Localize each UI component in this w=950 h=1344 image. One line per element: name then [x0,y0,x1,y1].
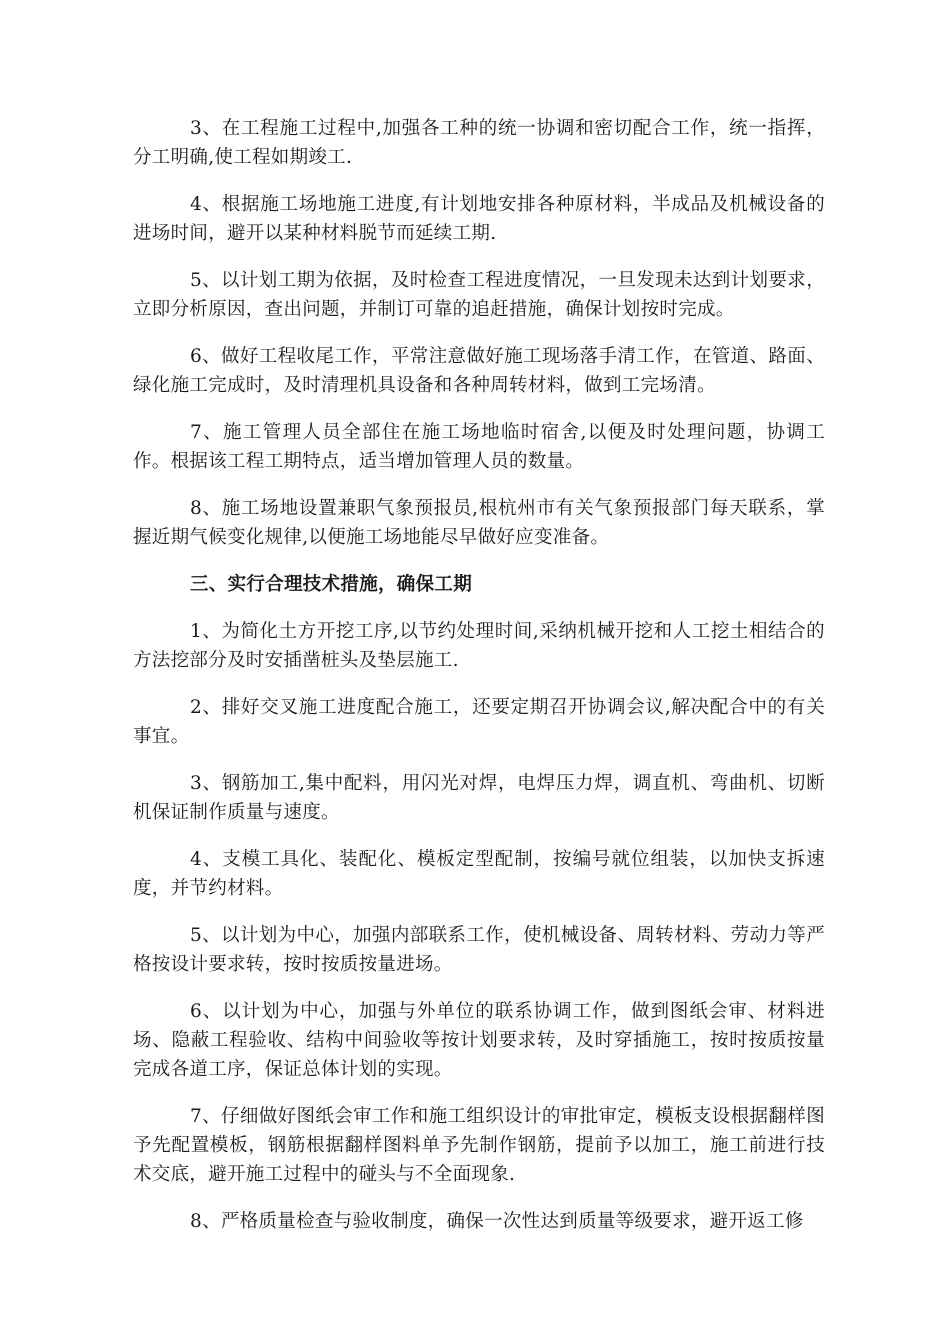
measure-item-5: 5、以计划为中心，加强内部联系工作，使机械设备、周转材料、劳动力等严格按设计要求转，按时按质按量进场。 [133,925,825,975]
measure-item-8: 8、严格质量检查与验收制度，确保一次性达到质量等级要求，避开返工修 [190,1211,804,1232]
paragraph-item-7: 7、施工管理人员全部住在施工场地临时宿舍,以便及时处理问题，协调工作。根据该工程工期特点，适当增加管理人员的数量。 [133,422,825,472]
paragraph-item-6: 6、做好工程收尾工作，平常注意做好施工现场落手清工作，在管道、路面、绿化施工完成时，及时清理机具设备和各种周转材料，做到工完场清。 [133,346,825,396]
section-heading: 三、实行合理技术措施，确保工期 [190,574,473,595]
paragraph-item-5: 5、以计划工期为依据，及时检查工程进度情况，一旦发现未达到计划要求，立即分析原因，查出问题，并制订可靠的追赶措施，确保计划按时完成。 [133,270,825,320]
measure-item-2: 2、排好交叉施工进度配合施工，还要定期召开协调会议,解决配合中的有关事宜。 [133,697,825,747]
paragraph-item-3: 3、在工程施工过程中,加强各工种的统一协调和密切配合工作，统一指挥，分工明确,使工程如期竣工. [133,118,825,168]
measure-item-6: 6、以计划为中心，加强与外单位的联系协调工作，做到图纸会审、材料进场、隐蔽工程验收、结构中间验收等按计划要求转，及时穿插施工，按时按质按量完成各道工序，保证总体计划的实现。 [133,1001,825,1080]
paragraph-item-8: 8、施工场地设置兼职气象预报员,根杭州市有关气象预报部门每天联系，掌握近期气候变化规律,以便施工场地能尽早做好应变准备。 [133,498,825,548]
measure-item-7: 7、仔细做好图纸会审工作和施工组织设计的审批审定，模板支设根据翻样图予先配置模板，钢筋根据翻样图料单予先制作钢筋，提前予以加工，施工前进行技术交底，避开施工过程中的碰头与不全面现象. [133,1106,825,1185]
document-body [133,114,825,1254]
measure-item-3: 3、钢筋加工,集中配料，用闪光对焊，电焊压力焊，调直机、弯曲机、切断机保证制作质量与速度。 [133,773,825,823]
paragraph-item-4: 4、根据施工场地施工进度,有计划地安排各种原材料，半成品及机械设备的进场时间，避开以某种材料脱节而延续工期. [133,194,825,244]
measure-item-1: 1、为简化土方开挖工序,以节约处理时间,采纳机械开挖和人工挖土相结合的方法挖部分及时安插凿桩头及垫层施工. [133,621,825,671]
measure-item-4: 4、支模工具化、装配化、模板定型配制，按编号就位组装，以加快支拆速度，并节约材料。 [133,849,825,899]
